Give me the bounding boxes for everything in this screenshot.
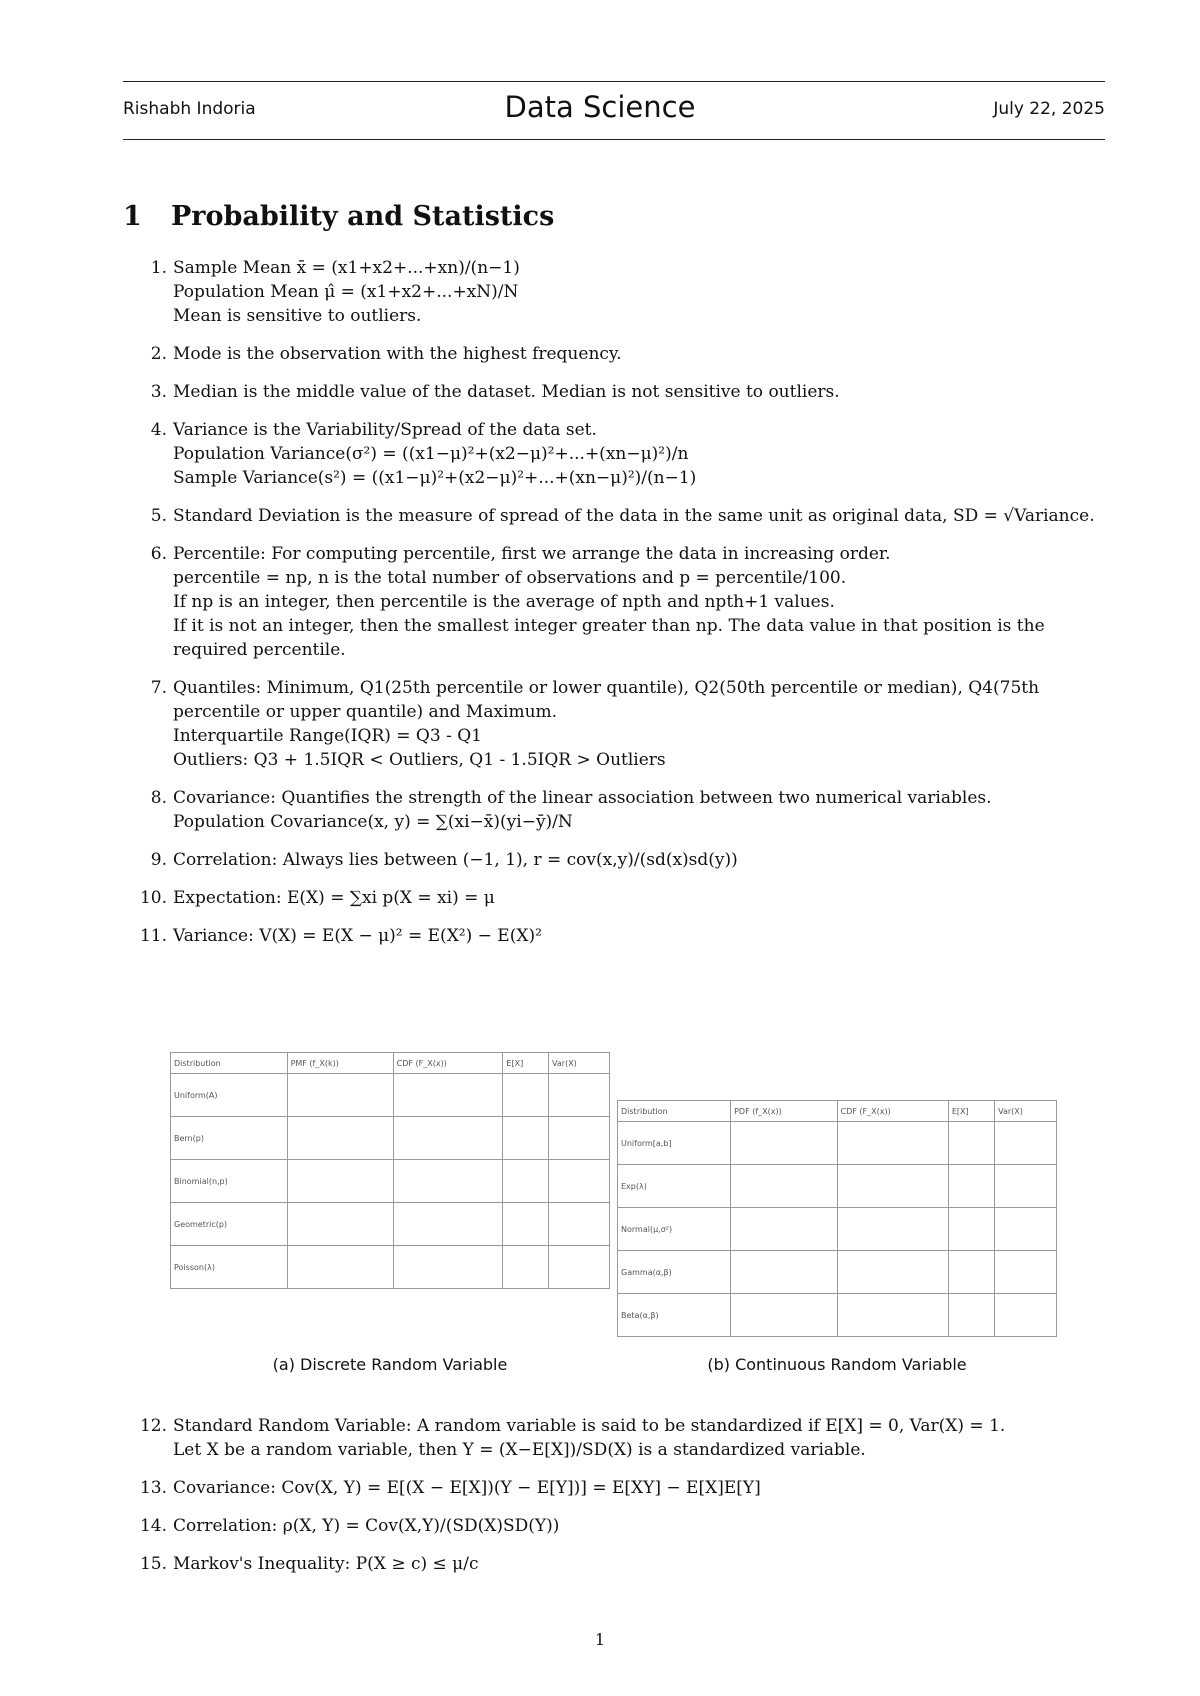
table-cell	[503, 1074, 549, 1117]
table-cell	[393, 1160, 503, 1203]
list-item	[150, 256, 1105, 328]
header-author: Rishabh Indoria	[123, 99, 256, 119]
table-cell	[995, 1208, 1057, 1251]
table-cell	[995, 1251, 1057, 1294]
table-cell	[287, 1117, 393, 1160]
header-bottom-rule	[123, 139, 1105, 140]
list-item-line: Standard Deviation is the measure of spread of the data in the same unit as original data, SD = √Variance.	[173, 506, 1095, 526]
table-cell	[731, 1122, 837, 1165]
table-cell	[287, 1203, 393, 1246]
list-item	[150, 342, 1105, 366]
list-item-line: Covariance: Quantifies the strength of the linear association between two numerical variables.	[173, 788, 992, 808]
table-cell	[731, 1294, 837, 1337]
list-item-line: Sample Mean x̄ = (x1+x2+...+xn)/(n−1)	[173, 258, 520, 278]
list-item-line: Standard Random Variable: A random variable is said to be standardized if E[X] = 0, Var(X) = 1.	[173, 1416, 1006, 1436]
list-item-number: 3.	[150, 382, 167, 402]
table-cell	[503, 1203, 549, 1246]
table-cell	[837, 1294, 948, 1337]
list-item	[139, 1414, 1105, 1462]
table-cell	[549, 1074, 610, 1117]
table-header-cell: CDF (F_X(x))	[393, 1053, 503, 1074]
list-item	[139, 1514, 1105, 1538]
figure-a-caption: (a) Discrete Random Variable	[272, 1355, 508, 1374]
table-row-label: Beta(α,β)	[618, 1294, 731, 1337]
table-cell	[948, 1208, 994, 1251]
table-header-cell: E[X]	[948, 1101, 994, 1122]
list-item-line: Quantiles: Minimum, Q1(25th percentile or lower quantile), Q2(50th percentile or median), Q4(75th percentile or upper quantile) and Maximum.	[173, 678, 1040, 722]
table-cell	[393, 1074, 503, 1117]
list-item-line: Variance: V(X) = E(X − μ)² = E(X²) − E(X)²	[173, 926, 542, 946]
table-row-label: Uniform(A)	[171, 1074, 288, 1117]
definitions-list	[139, 256, 1105, 962]
table-row-label: Gamma(α,β)	[618, 1251, 731, 1294]
table-row-label: Geometric(p)	[171, 1203, 288, 1246]
table-cell	[549, 1246, 610, 1289]
list-item	[150, 676, 1105, 772]
list-item-line: percentile = np, n is the total number of observations and p = percentile/100.	[173, 568, 847, 588]
table-row-label: Poisson(λ)	[171, 1246, 288, 1289]
list-item-number: 5.	[150, 506, 167, 526]
list-item-line: Outliers: Q3 + 1.5IQR < Outliers, Q1 - 1.5IQR > Outliers	[173, 750, 666, 770]
table-row	[171, 1203, 610, 1246]
list-item	[150, 848, 1105, 872]
list-item-number: 2.	[150, 344, 167, 364]
list-item	[139, 1476, 1105, 1500]
table-cell	[549, 1203, 610, 1246]
header-title: Data Science	[504, 90, 696, 124]
table-cell	[393, 1203, 503, 1246]
section-number: 1	[123, 201, 142, 232]
table-cell	[549, 1160, 610, 1203]
figure-discrete-table	[170, 1052, 610, 1289]
list-item-number: 12.	[139, 1416, 167, 1436]
list-item-line: Correlation: ρ(X, Y) = Cov(X,Y)/(SD(X)SD(Y))	[173, 1516, 560, 1536]
table-row-label: Uniform[a,b]	[618, 1122, 731, 1165]
table-row	[618, 1208, 1057, 1251]
table-row	[171, 1160, 610, 1203]
table-cell	[393, 1117, 503, 1160]
table-cell	[731, 1251, 837, 1294]
list-item	[150, 786, 1105, 834]
page-number: 1	[594, 1630, 606, 1649]
table-cell	[503, 1160, 549, 1203]
table-row-label: Bern(p)	[171, 1117, 288, 1160]
table-cell	[393, 1246, 503, 1289]
list-item	[150, 380, 1105, 404]
table-row-label: Binomial(n,p)	[171, 1160, 288, 1203]
table-cell	[287, 1074, 393, 1117]
table-cell	[948, 1165, 994, 1208]
list-item-line: Expectation: E(X) = ∑xi p(X = xi) = μ	[173, 888, 495, 908]
list-item-number: 8.	[150, 788, 167, 808]
table-cell	[287, 1160, 393, 1203]
list-item-line: Markov's Inequality: P(X ≥ c) ≤ μ/c	[173, 1554, 479, 1574]
list-item-line: Correlation: Always lies between (−1, 1), r = cov(x,y)/(sd(x)sd(y))	[173, 850, 738, 870]
list-item-line: Mode is the observation with the highest frequency.	[173, 344, 622, 364]
section-title: Probability and Statistics	[171, 201, 555, 232]
table-cell	[837, 1165, 948, 1208]
list-item-number: 14.	[139, 1516, 167, 1536]
list-item	[150, 542, 1105, 662]
list-item-number: 15.	[139, 1554, 167, 1574]
table-row	[171, 1117, 610, 1160]
table-header-cell: Var(X)	[995, 1101, 1057, 1122]
table-cell	[549, 1117, 610, 1160]
table-cell	[287, 1246, 393, 1289]
list-item-line: Variance is the Variability/Spread of the data set.	[173, 420, 597, 440]
list-item-line: Population Covariance(x, y) = ∑(xi−x̄)(yi−ȳ)/N	[173, 812, 573, 832]
table-cell	[948, 1294, 994, 1337]
list-item-line: Sample Variance(s²) = ((x1−μ)²+(x2−μ)²+...+(xn−μ)²)/(n−1)	[173, 468, 697, 488]
list-item	[139, 924, 1105, 948]
list-item-line: Population Mean μ̂ = (x1+x2+...+xN)/N	[173, 282, 519, 302]
table-cell	[948, 1122, 994, 1165]
header-date: July 22, 2025	[993, 99, 1105, 119]
table-header-cell: CDF (F_X(x))	[837, 1101, 948, 1122]
table-cell	[503, 1246, 549, 1289]
table-cell	[948, 1251, 994, 1294]
list-item	[139, 886, 1105, 910]
table-header-cell: PMF (f_X(k))	[287, 1053, 393, 1074]
table-header-cell: Var(X)	[549, 1053, 610, 1074]
table-row	[618, 1122, 1057, 1165]
table-cell	[731, 1208, 837, 1251]
figure-continuous-table	[617, 1100, 1057, 1337]
list-item-number: 7.	[150, 678, 167, 698]
list-item-number: 1.	[150, 258, 167, 278]
table-cell	[837, 1251, 948, 1294]
list-item-number: 13.	[139, 1478, 167, 1498]
table-row	[171, 1246, 610, 1289]
table-cell	[995, 1122, 1057, 1165]
table-header-cell: Distribution	[171, 1053, 288, 1074]
list-item-line: If it is not an integer, then the smallest integer greater than np. The data value in that position is the required percentile.	[173, 616, 1045, 660]
list-item-number: 9.	[150, 850, 167, 870]
table-row	[618, 1294, 1057, 1337]
list-item-line: Mean is sensitive to outliers.	[173, 306, 422, 326]
list-item-line: Let X be a random variable, then Y = (X−E[X])/SD(X) is a standardized variable.	[173, 1440, 866, 1460]
list-item-number: 6.	[150, 544, 167, 564]
list-item-line: Covariance: Cov(X, Y) = E[(X − E[X])(Y − E[Y])] = E[XY] − E[X]E[Y]	[173, 1478, 761, 1498]
list-item-line: Median is the middle value of the dataset. Median is not sensitive to outliers.	[173, 382, 840, 402]
table-row	[618, 1165, 1057, 1208]
table-row-label: Exp(λ)	[618, 1165, 731, 1208]
table-cell	[731, 1165, 837, 1208]
table-cell	[503, 1117, 549, 1160]
list-item-line: Interquartile Range(IQR) = Q3 - Q1	[173, 726, 482, 746]
table-row	[171, 1074, 610, 1117]
figure-b-caption: (b) Continuous Random Variable	[707, 1355, 967, 1374]
table-cell	[995, 1165, 1057, 1208]
list-item	[150, 504, 1105, 528]
section-heading	[123, 201, 554, 232]
list-item-number: 10.	[139, 888, 167, 908]
list-item	[139, 1552, 1105, 1576]
header-top-rule	[123, 81, 1105, 82]
table-row-label: Normal(μ,σ²)	[618, 1208, 731, 1251]
table-row	[618, 1251, 1057, 1294]
table-header-cell: PDF (f_X(x))	[731, 1101, 837, 1122]
table-cell	[837, 1122, 948, 1165]
list-item-line: If np is an integer, then percentile is the average of npth and npth+1 values.	[173, 592, 835, 612]
definitions-list-continued	[139, 1414, 1105, 1590]
table-header-cell: Distribution	[618, 1101, 731, 1122]
table-cell	[995, 1294, 1057, 1337]
list-item-line: Population Variance(σ²) = ((x1−μ)²+(x2−μ)²+...+(xn−μ)²)/n	[173, 444, 689, 464]
list-item-line: Percentile: For computing percentile, first we arrange the data in increasing order.	[173, 544, 891, 564]
table-cell	[837, 1208, 948, 1251]
list-item-number: 4.	[150, 420, 167, 440]
list-item-number: 11.	[139, 926, 167, 946]
list-item	[150, 418, 1105, 490]
table-header-cell: E[X]	[503, 1053, 549, 1074]
